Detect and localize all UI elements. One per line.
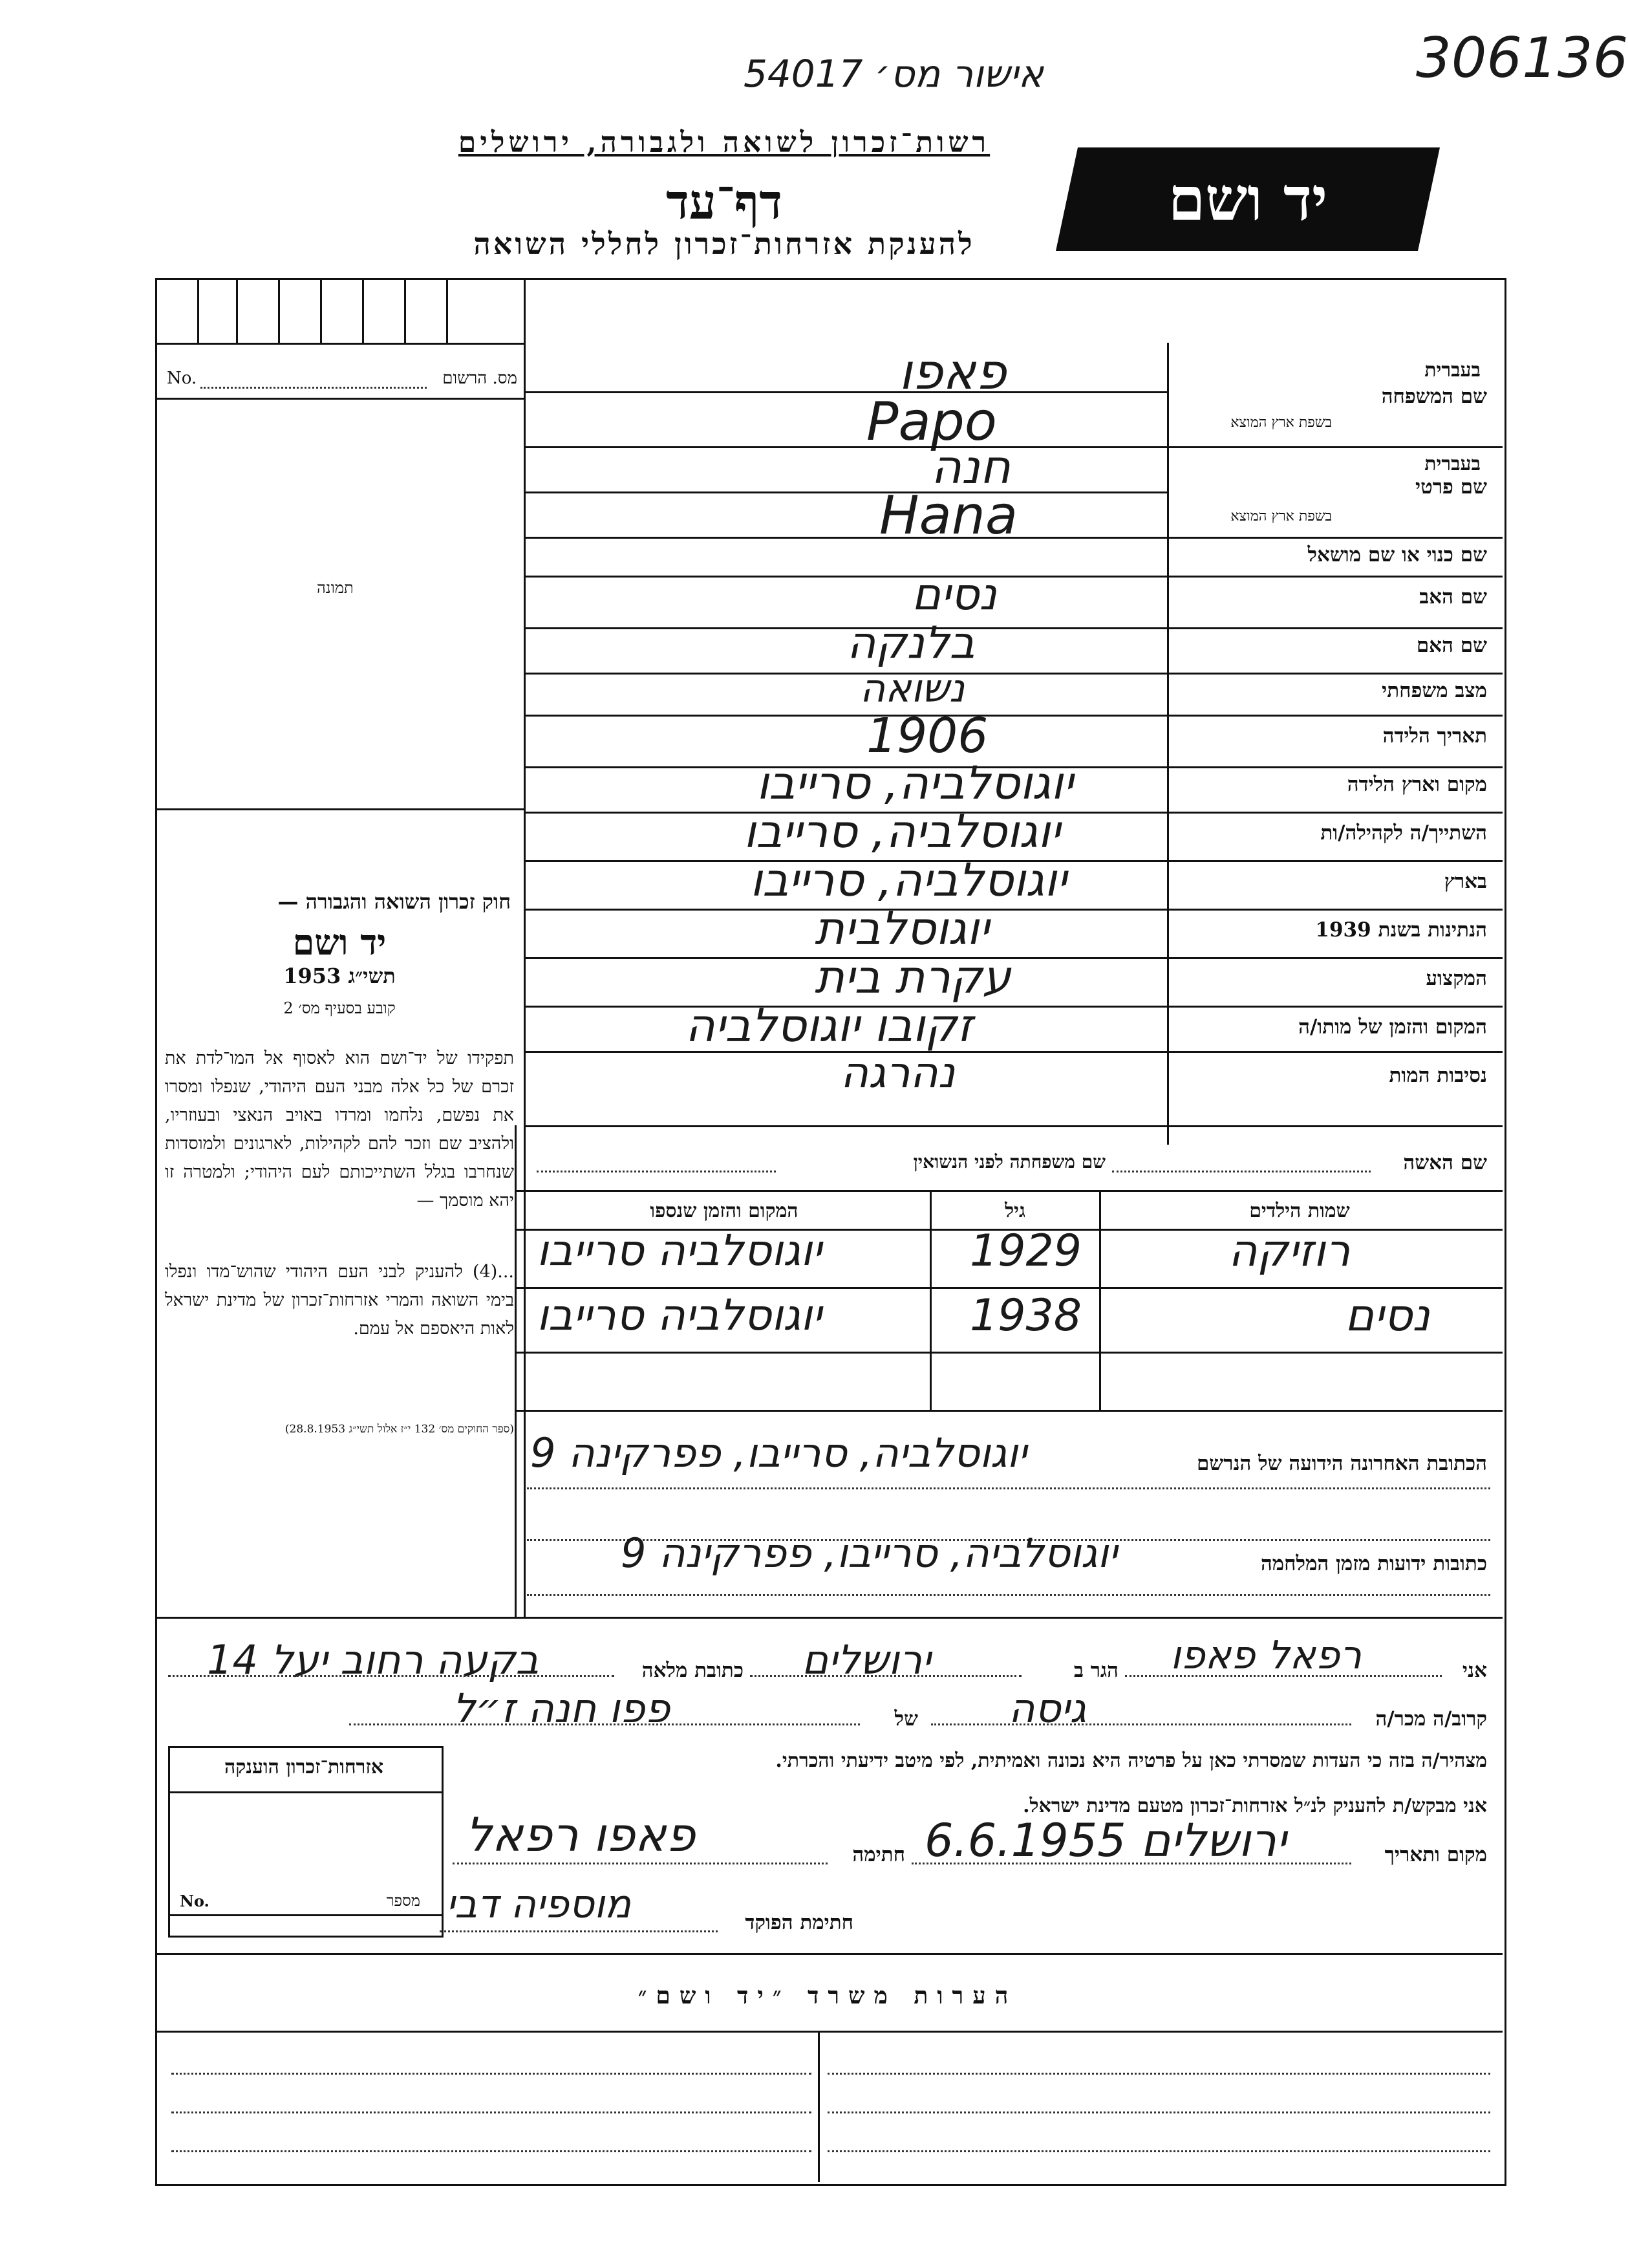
community-label: השתייך/ה לקהילה/ות (1320, 821, 1487, 845)
last-address-value: יוגוסלביה, סרייבו, פפרקינה 9 (530, 1429, 1027, 1476)
officer-signature-label: חתימת הפוקד (745, 1911, 853, 1934)
declaration-statement: מצהיר/ה בזה כי העדות שמסרתי כאן על פרטיה היא נכונה ואמיתית, לפי מיטב ידיעתי והכרתי. (775, 1749, 1487, 1772)
last-address-label: הכתובת האחרונה הידועה של הנרשם (1196, 1452, 1487, 1475)
mother-value: בלנקה (847, 618, 975, 669)
first-name-he: חנה (931, 440, 1011, 494)
declaration-request: אני מבקש/ת להעניק לנ״ל אזרחות־זכרון מטעם מדינת ישראל. (1023, 1795, 1487, 1817)
place-date-value: ירושלים 6.6.1955 (925, 1814, 1287, 1867)
law-source: (ספר החוקים מס׳ 132 י״ז אלול תשי״ג 28.8.1953) (284, 1423, 514, 1436)
photo-label: תמונה (317, 579, 354, 597)
citizenship-value: יוגוסלבית (815, 902, 989, 955)
place-date-label: מקום ותאריך (1384, 1843, 1487, 1866)
law-year: תשי״ג 1953 (283, 964, 396, 988)
marital-value: נשואה (860, 666, 965, 711)
law-name: יד ושם (292, 922, 387, 963)
death-place-value: זקובו יוגוסלביה (685, 999, 973, 1052)
death-circ-label: נסיבות המות (1389, 1064, 1487, 1087)
declaration-i-label: אני (1462, 1659, 1487, 1682)
resides-value: ירושלים (802, 1636, 931, 1683)
first-name-label: שם פרטי (1415, 475, 1487, 499)
wife-maiden-label: שם משפחתה לפני הנשואין (913, 1151, 1106, 1172)
birth-place-label: מקום וארץ הלידה (1347, 773, 1487, 796)
wife-label: שם האשה (1403, 1151, 1487, 1174)
form-title: דף־עד (666, 175, 782, 230)
of-value: פפו חנה ז״ל (453, 1685, 670, 1732)
father-label: שם האב (1419, 585, 1487, 609)
of-label: של (894, 1707, 918, 1731)
signature-value: פאפו רפאל (466, 1808, 696, 1862)
marital-label: מצב משפחתי (1382, 679, 1487, 702)
table-row-2-place: יוגוסלביה סרייבו (537, 1290, 822, 1340)
full-address-value: בקעה רחוב יעל 14 (207, 1636, 539, 1683)
remarks-title: הערות משרד ״יד ושם״ (637, 1982, 1018, 2009)
profession-value: עקרת בית (815, 951, 1011, 1004)
full-address-label: כתובת מלאה (641, 1659, 744, 1682)
law-text-1: תפקידו של יד־ושם הוא לאסוף אל המו־לדת את זכרם של כל אלה מבני העם היהודי, שנפלו ומסרו את נפשם, נלחמו ומרדו באויב הנאצי ובעוזריו, ולהציב שם וזכר להם לקהילות, לארגונים ולמוסדות שנחרבו בגלל השתייכותם לעם היהודי; ולמטרה זו יהא מוסמך — (165, 1048, 514, 1211)
death-place-label: המקום והזמן של מותו/ה (1298, 1015, 1487, 1039)
hebrew-label: בעברית (1424, 359, 1481, 382)
resides-label: הגר ב (1073, 1659, 1119, 1682)
approval-number: אישור מס׳ 54017 (744, 52, 1044, 96)
family-name-origin: Papo (866, 391, 997, 453)
wartime-address-label: כתובות ידועות מזמן המלחמה (1260, 1552, 1487, 1575)
wartime-address-value: יוגוסלביה, סרייבו, פפרקינה 9 (621, 1529, 1118, 1577)
signature-label: חתימה (852, 1843, 905, 1866)
relation-label: קרוב/ה מכר/ה (1375, 1707, 1487, 1731)
table-row-1-name: רוזיקה (1228, 1226, 1351, 1277)
table-row-2-name: נסים (1345, 1290, 1430, 1341)
country-label: בארץ (1444, 870, 1487, 893)
law-title: חוק זכרון השואה והגבורה — (277, 889, 511, 914)
relation-value: גיסה (1009, 1685, 1087, 1732)
family-name-label: שם המשפחה (1381, 385, 1487, 408)
family-name-he: פאפו (899, 343, 1007, 400)
reg-no-label: מס. הרשום (442, 369, 517, 388)
community-value: יוגוסלביה, סרייבו (744, 805, 1060, 858)
law-text-2: ...(4) להעניק לבני העם היהודי שהוש־מדו ונפלו בימי השואה והמרי אזרחות־זכרון של מדינת ישראל לאות היאספם אל עמם. (165, 1262, 514, 1339)
birth-date-value: 1906 (866, 708, 989, 764)
declarant-name: רפאל פאפו (1170, 1633, 1362, 1678)
form-subtitle: להענקת אזרחות־זכרון לחללי השואה (473, 226, 975, 261)
nickname-label: שם כנוי או שם מושאל (1307, 543, 1487, 567)
citizenship-no-latin: No. (180, 1892, 209, 1910)
law-clause: קובע בסעיף מס׳ 2 (283, 999, 396, 1017)
table-row-1-place: יוגוסלביה סרייבו (537, 1226, 822, 1275)
children-header-names: שמות הילדים (1249, 1200, 1350, 1222)
death-circ-value: נהרגה (841, 1048, 956, 1097)
father-value: נסים (912, 569, 997, 620)
hebrew-label-2: בעברית (1424, 453, 1481, 475)
citizenship-label: הנתינות בשנת 1939 (1315, 918, 1487, 942)
citizenship-no-label: מספר (386, 1892, 420, 1910)
birth-place-value: יוגוסלביה, סרייבו (756, 757, 1073, 810)
children-header-place: המקום והזמן שנספו (650, 1200, 798, 1222)
archive-number: 306136 (1416, 26, 1628, 91)
origin-lang-label-2: בשפת ארץ המוצא (1230, 508, 1332, 524)
children-header-age: גיל (1005, 1200, 1025, 1222)
mother-label: שם האם (1416, 634, 1487, 657)
first-name-origin: Hana (879, 485, 1018, 546)
yad-vashem-logo (1056, 147, 1440, 251)
table-row-2-age: 1938 (970, 1290, 1082, 1341)
officer-signature-value: מוספיה דבי (446, 1882, 632, 1927)
reg-no-latin: No. (167, 369, 197, 388)
citizenship-box-title: אזרחות־זכרון הוענקה (224, 1756, 384, 1778)
origin-lang-label: בשפת ארץ המוצא (1230, 415, 1332, 431)
profession-label: המקצוע (1426, 967, 1487, 990)
logo-text: יד ושם (1168, 164, 1328, 234)
authority-name: רשות־זכרון לשואה ולגבורה, ירושלים (458, 126, 991, 159)
table-row-1-age: 1929 (970, 1226, 1082, 1277)
country-value: יוגוסלביה, סרייבו (750, 854, 1067, 907)
birth-date-label: תאריך הלידה (1382, 724, 1487, 748)
